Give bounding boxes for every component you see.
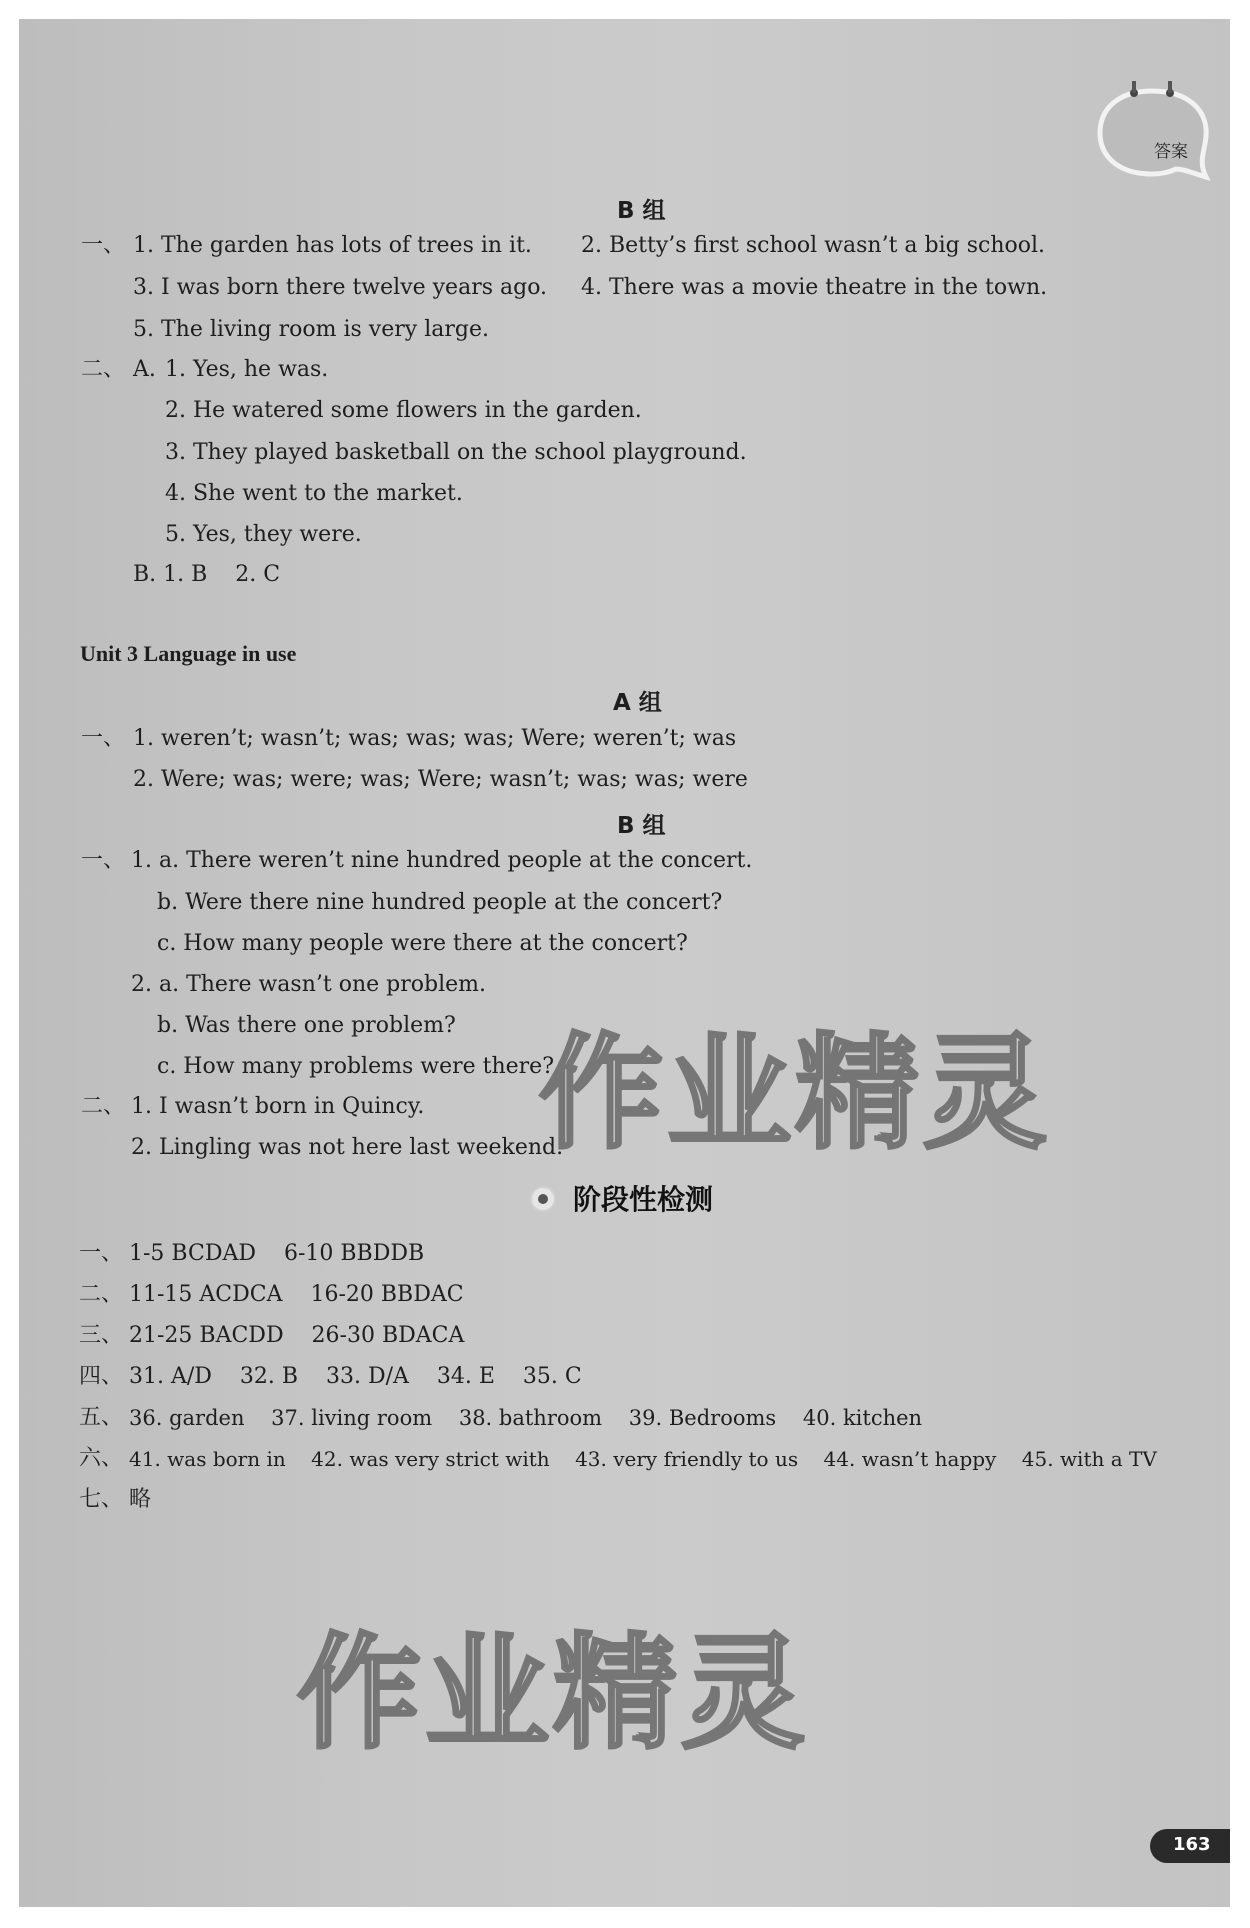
answer-line: 2. Lingling was not here last weekend. [131,1135,564,1160]
answer-line: 2. a. There wasn’t one problem. [131,972,486,997]
answer-line: c. How many problems were there? [157,1054,554,1079]
answer-line: b. Were there nine hundred people at the concert? [157,890,723,915]
answer-line: 2. Betty’s first school wasn’t a big school. [581,233,1046,258]
group-a-heading: A 组 [613,690,662,716]
answer-line: 略 [129,1487,152,1512]
answer-line: 4. There was a movie theatre in the town. [581,275,1048,300]
answer-line: 1. The garden has lots of trees in it. [133,233,532,258]
section-title: 阶段性检测 [573,1183,714,1216]
answer-line: b. Was there one problem? [157,1013,456,1038]
answer-line: 11-15 ACDCA 16-20 BBDAC [129,1282,464,1307]
question-marker: 二、 [81,1094,126,1119]
answer-line: 3. I was born there twelve years ago. [133,275,548,300]
question-marker: 六、 [79,1446,124,1471]
answer-line: 1. I wasn’t born in Quincy. [131,1094,425,1119]
question-marker: 三、 [79,1323,124,1348]
question-marker: 一、 [81,233,126,258]
speech-bubble-icon [1094,81,1212,189]
answer-line: 31. A/D 32. B 33. D/A 34. E 35. C [129,1364,582,1389]
answer-line: 2. He watered some flowers in the garden. [165,398,642,423]
group-b-heading: B 组 [617,198,666,224]
question-marker: 二、 [79,1282,124,1307]
question-marker: 五、 [79,1405,124,1430]
answer-line: 1-5 BCDAD 6-10 BBDDB [129,1241,425,1266]
answer-line: 4. She went to the market. [165,481,463,506]
answer-line: 5. The living room is very large. [133,317,489,342]
answer-line: 2. Were; was; were; was; Were; wasn’t; was; was; were [133,767,748,792]
group-b-heading: B 组 [617,813,666,839]
answer-line: 1. Yes, he was. [165,357,329,382]
answer-line: 36. garden 37. living room 38. bathroom 39. Bedrooms 40. kitchen [129,1406,923,1430]
question-marker: 一、 [81,848,126,873]
section-bullet-icon [530,1186,556,1212]
answer-line: 41. was born in 42. was very strict with 43. very friendly to us 44. wasn’t happy 45. with a TV [129,1447,1157,1471]
question-marker: 二、 [81,357,126,382]
watermark: 作业精灵 [297,1622,810,1766]
question-marker: 七、 [79,1487,124,1512]
watermark: 作业精灵 [539,1022,1052,1166]
question-marker: 一、 [81,726,126,751]
part-a-label: A. [133,357,156,382]
answer-page [19,19,1230,1907]
page-number: 163 [1173,1834,1211,1855]
answer-line: 1. a. There weren’t nine hundred people at the concert. [131,848,753,873]
answer-badge-label: 答案 [1154,142,1188,162]
answer-line: c. How many people were there at the concert? [157,931,688,956]
question-marker: 四、 [79,1364,124,1389]
unit-title: Unit 3 Language in use [80,641,297,666]
answer-line: 3. They played basketball on the school playground. [165,440,747,465]
answer-line: 5. Yes, they were. [165,522,362,547]
question-marker: 一、 [79,1241,124,1266]
answer-line: 1. weren’t; wasn’t; was; was; was; Were; weren’t; was [133,726,737,751]
answer-line: 21-25 BACDD 26-30 BDACA [129,1323,465,1348]
answer-line: B. 1. B 2. C [133,562,281,587]
